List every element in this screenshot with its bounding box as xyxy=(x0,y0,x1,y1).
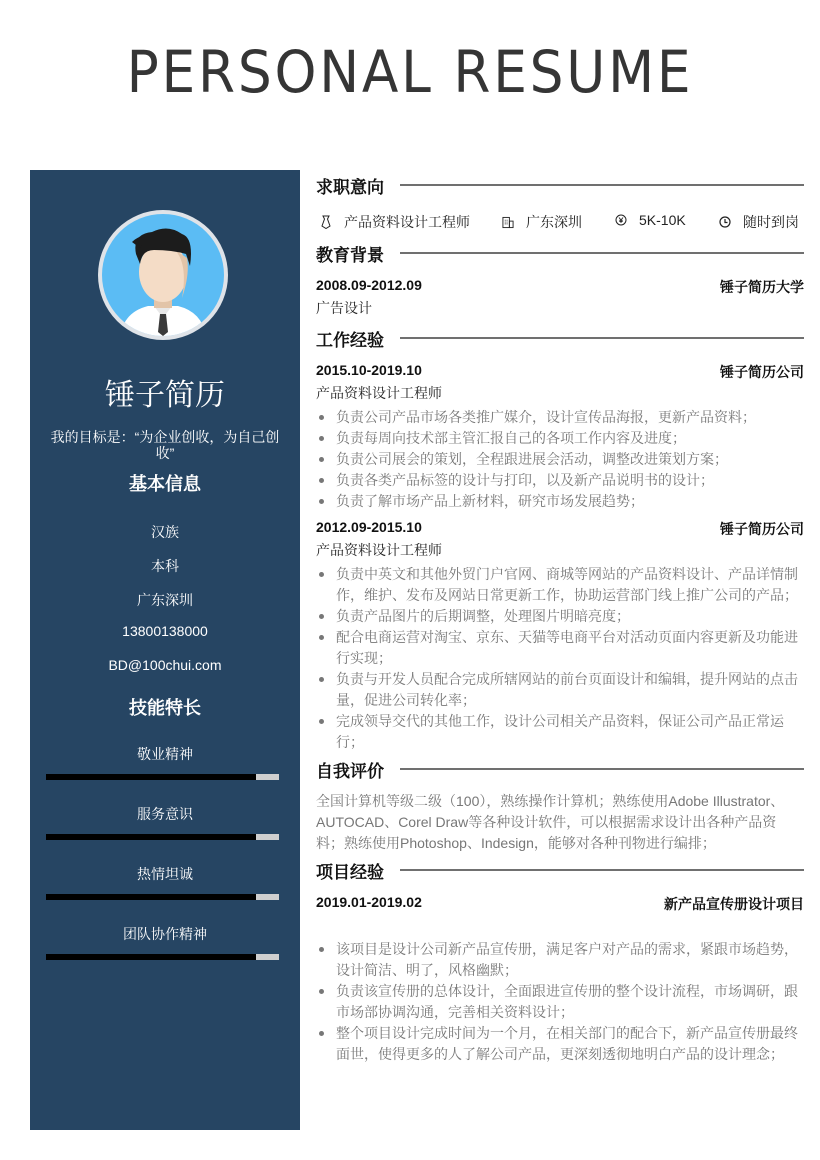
list-item: 负责了解市场产品上新材料，研究市场发展趋势； xyxy=(316,491,804,512)
job-intent-row xyxy=(316,212,804,234)
job-company: 锤子简历公司 xyxy=(720,364,804,380)
list-item: 负责该宣传册的总体设计，全面跟进宣传册的整个设计流程，市场调研，跟市场部协调沟通，完善相关资料设计； xyxy=(316,981,804,1023)
list-item: 负责产品图片的后期调整，处理图片明暗亮度； xyxy=(316,606,804,627)
yen-icon xyxy=(615,213,627,227)
section-title: 教育背景 xyxy=(316,245,384,265)
skill-bar-fill xyxy=(46,894,256,900)
avatar-person-icon xyxy=(102,214,224,336)
job-duties-list xyxy=(316,564,804,753)
section-divider xyxy=(400,337,804,339)
job-row xyxy=(316,362,804,382)
tie-icon xyxy=(320,215,332,229)
list-item: 完成领导交代的其他工作，设计公司相关产品资料，保证公司产品正常运行； xyxy=(316,711,804,753)
section-divider xyxy=(400,869,804,871)
job-company: 锤子简历公司 xyxy=(720,521,804,537)
work-section-header xyxy=(316,325,804,351)
page-title: PERSONAL RESUME xyxy=(126,38,694,106)
sidebar xyxy=(30,170,300,1130)
skill-bar-fill xyxy=(46,834,256,840)
list-item: 负责与开发人员配合完成所辖网站的前台页面设计和编辑，提升网站的点击量，促进公司转化率； xyxy=(316,669,804,711)
self-eval-text: 全国计算机等级二级（100），熟练操作计算机；熟练使用Adobe Illustrator、AUTOCAD、Corel Draw等各种设计软件，可以根据需求设计出各种产品资料；熟练使用Photoshop、Indesign，能够对各种刊物进行编排； xyxy=(316,793,785,851)
skill-bar-fill xyxy=(46,774,256,780)
section-title: 自我评价 xyxy=(316,761,384,781)
job-title: 产品资料设计工程师 xyxy=(316,542,442,558)
list-item: 负责公司产品市场各类推广媒介，设计宣传品海报，更新产品资料； xyxy=(316,407,804,428)
info-email: BD@100chui.com xyxy=(108,657,222,673)
avatar xyxy=(98,210,228,340)
list-item: 该项目是设计公司新产品宣传册，满足客户对产品的需求，紧跟市场趋势，设计简洁、明了，风格幽默； xyxy=(316,939,804,981)
education-school: 锤子简历大学 xyxy=(720,279,804,295)
basic-info-heading: 基本信息 xyxy=(129,474,201,494)
intent-availability: 随时到岗 xyxy=(719,212,799,232)
section-title: 求职意向 xyxy=(316,177,384,197)
building-icon xyxy=(502,215,514,229)
section-title: 工作经验 xyxy=(316,330,384,350)
skill-bar xyxy=(46,954,279,960)
skill-label: 热情坦诚 xyxy=(137,866,193,882)
job-period: 2015.10-2019.10 xyxy=(316,362,422,378)
list-item: 配合电商运营对淘宝、京东、天猫等电商平台对活动页面内容更新及功能进行实现； xyxy=(316,627,804,669)
skill-bar xyxy=(46,894,279,900)
skills-heading: 技能特长 xyxy=(129,698,201,718)
job-title: 产品资料设计工程师 xyxy=(316,385,442,401)
self-eval-section-header xyxy=(316,756,804,782)
skill-label: 敬业精神 xyxy=(137,746,193,762)
education-major: 广告设计 xyxy=(316,300,372,316)
job-row xyxy=(316,519,804,539)
list-item: 整个项目设计完成时间为一个月，在相关部门的配合下，新产品宣传册最终面世，使得更多的人了解公司产品，更深刻透彻地明白产品的设计理念； xyxy=(316,1023,804,1065)
list-item: 负责各类产品标签的设计与打印，以及新产品说明书的设计； xyxy=(316,470,804,491)
education-period: 2008.09-2012.09 xyxy=(316,277,422,293)
project-row xyxy=(316,894,804,914)
section-divider xyxy=(400,184,804,186)
job-period: 2012.09-2015.10 xyxy=(316,519,422,535)
job-duties-list xyxy=(316,407,804,512)
section-divider xyxy=(400,768,804,770)
intent-location: 广东深圳 xyxy=(502,212,582,232)
info-location: 广东深圳 xyxy=(137,592,193,608)
clock-icon xyxy=(719,215,731,229)
skill-bar xyxy=(46,774,279,780)
skill-bar-fill xyxy=(46,954,256,960)
intent-position: 产品资料设计工程师 xyxy=(320,212,470,232)
job-intent-section-header xyxy=(316,172,804,198)
candidate-name: 锤子简历 xyxy=(105,379,225,412)
education-row xyxy=(316,277,804,297)
education-section-header xyxy=(316,240,804,266)
section-divider xyxy=(400,252,804,254)
list-item: 负责中英文和其他外贸门户官网、商城等网站的产品资料设计、产品详情制作，维护、发布及网站日常更新工作，协助运营部门线上推广公司的产品； xyxy=(316,564,804,606)
career-goal: 我的目标是：“为企业创收，为自己创收” xyxy=(50,429,280,461)
info-ethnicity: 汉族 xyxy=(151,524,179,540)
info-phone: 13800138000 xyxy=(122,623,208,639)
skill-bar xyxy=(46,834,279,840)
skill-label: 服务意识 xyxy=(137,806,193,822)
project-section-header xyxy=(316,857,804,883)
project-name: 新产品宣传册设计项目 xyxy=(664,896,804,912)
list-item: 负责每周向技术部主管汇报自己的各项工作内容及进度； xyxy=(316,428,804,449)
list-item: 负责公司展会的策划，全程跟进展会活动，调整改进策划方案； xyxy=(316,449,804,470)
project-period: 2019.01-2019.02 xyxy=(316,894,422,910)
skill-label: 团队协作精神 xyxy=(123,926,207,942)
section-title: 项目经验 xyxy=(316,862,384,882)
info-education: 本科 xyxy=(151,558,179,574)
project-duties-list xyxy=(316,939,804,1065)
intent-salary: 5K-10K xyxy=(615,212,686,228)
